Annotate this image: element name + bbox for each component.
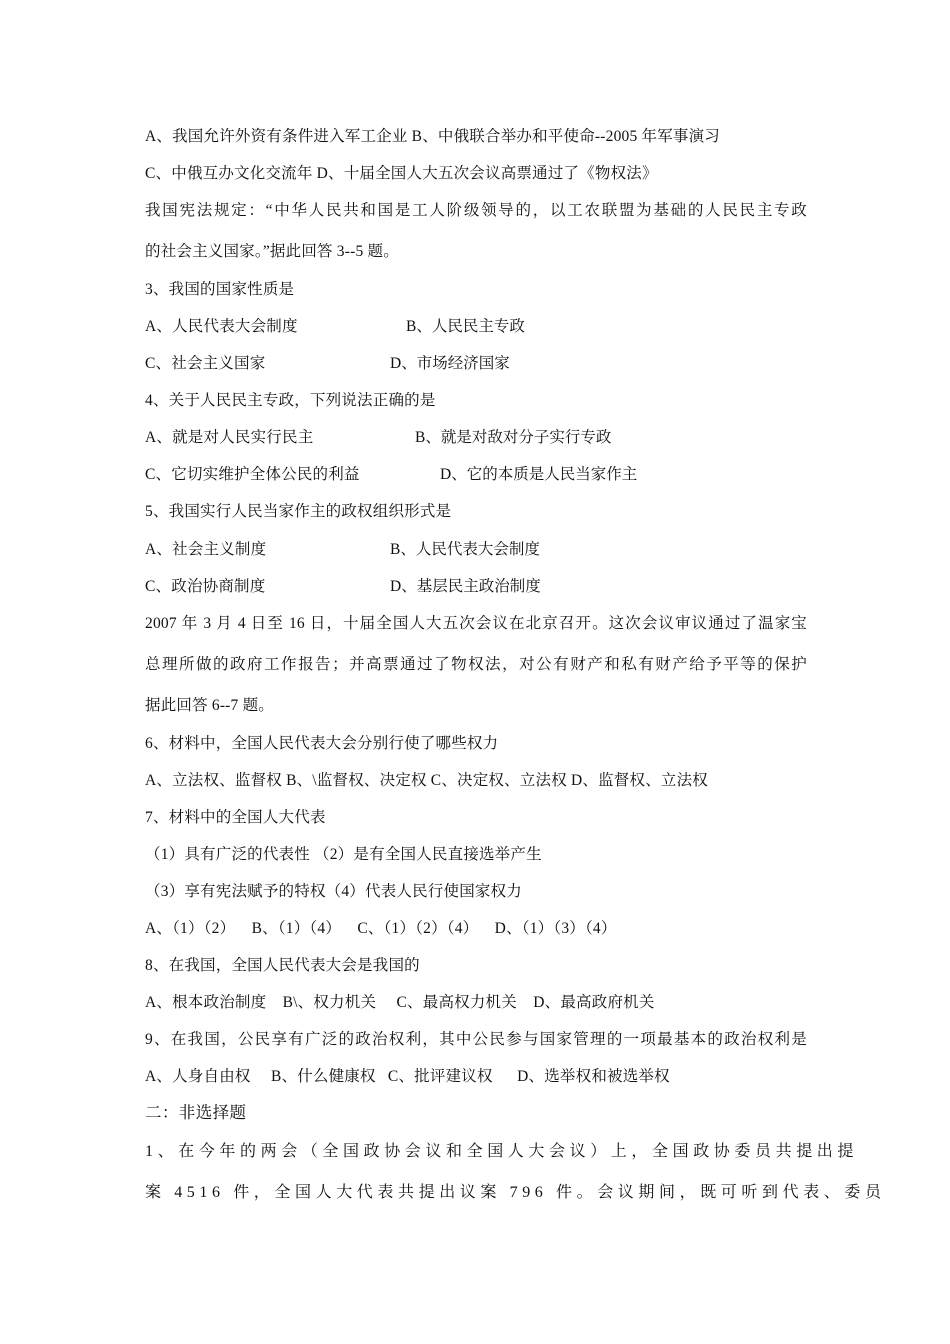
question-8: 8、在我国，全国人民代表大会是我国的: [145, 957, 420, 974]
question-6: 6、材料中，全国人民代表大会分别行使了哪些权力: [145, 735, 499, 752]
section-heading: 二：非选择题: [145, 1103, 247, 1122]
option-b: B、人民民主专政: [406, 318, 525, 335]
text-line: 我国宪法规定：“中华人民共和国是工人阶级领导的，以工农联盟为基础的人民民主专政: [145, 202, 807, 219]
option-d: D、基层民主政治制度: [390, 578, 541, 595]
text-line: 的社会主义国家。”据此回答 3--5 题。: [145, 243, 399, 260]
text-line: 2007 年 3 月 4 日至 16 日，十届全国人大五次会议在北京召开。这次会议审议通过了温家宝: [145, 615, 807, 632]
text-line: 据此回答 6--7 题。: [145, 697, 274, 714]
option-b: B、就是对敌对分子实行专政: [415, 429, 612, 446]
option-d: D、它的本质是人民当家作主: [440, 466, 638, 483]
option-b: B、人民代表大会制度: [390, 541, 540, 558]
option-c: C、社会主义国家: [145, 355, 266, 372]
option-c: C、它切实维护全体公民的利益: [145, 466, 360, 483]
option-a: A、社会主义制度: [145, 541, 267, 558]
text-line: A、我国允许外资有条件进入军工企业 B、中俄联合举办和平使命--2005 年军事演习: [145, 128, 721, 145]
question-5: 5、我国实行人民当家作主的政权组织形式是: [145, 503, 452, 520]
question-9: 9、在我国，公民享有广泛的政治权利，其中公民参与国家管理的一项最基本的政治权利是: [145, 1031, 807, 1048]
options-line: A、根本政治制度 B\、权力机关 C、最高权力机关 D、最高政府机关: [145, 994, 655, 1011]
options-line: A、人身自由权 B、什么健康权 C、批评建议权 D、选举权和被选举权: [145, 1068, 670, 1085]
text-line: 总理所做的政府工作报告；并高票通过了物权法，对公有财产和私有财产给予平等的保护: [145, 656, 807, 673]
text-line: （1）具有广泛的代表性 （2）是有全国人民直接选举产生: [145, 846, 542, 863]
options-line: A、（1）（2） B、（1）（4） C、（1）（2）（4） D、（1）（3）（4）: [145, 920, 617, 937]
text-line: 案 4516 件，全国人大代表共提出议案 796 件。会议期间，既可听到代表、委员: [145, 1184, 886, 1201]
question-3: 3、我国的国家性质是: [145, 281, 295, 298]
text-line: 1、在今年的两会（全国政协会议和全国人大会议）上，全国政协委员共提出提: [145, 1143, 859, 1160]
options-line: A、立法权、监督权 B、\监督权、决定权 C、决定权、立法权 D、监督权、立法权: [145, 772, 708, 789]
text-line: C、中俄互办文化交流年 D、十届全国人大五次会议高票通过了《物权法》: [145, 165, 658, 182]
option-c: C、政治协商制度: [145, 578, 266, 595]
option-d: D、市场经济国家: [390, 355, 510, 372]
question-7: 7、材料中的全国人大代表: [145, 809, 326, 826]
text-line: （3）享有宪法赋予的特权（4）代表人民行使国家权力: [145, 883, 523, 900]
question-4: 4、关于人民民主专政，下列说法正确的是: [145, 392, 436, 409]
option-a: A、就是对人民实行民主: [145, 429, 314, 446]
option-a: A、人民代表大会制度: [145, 318, 298, 335]
